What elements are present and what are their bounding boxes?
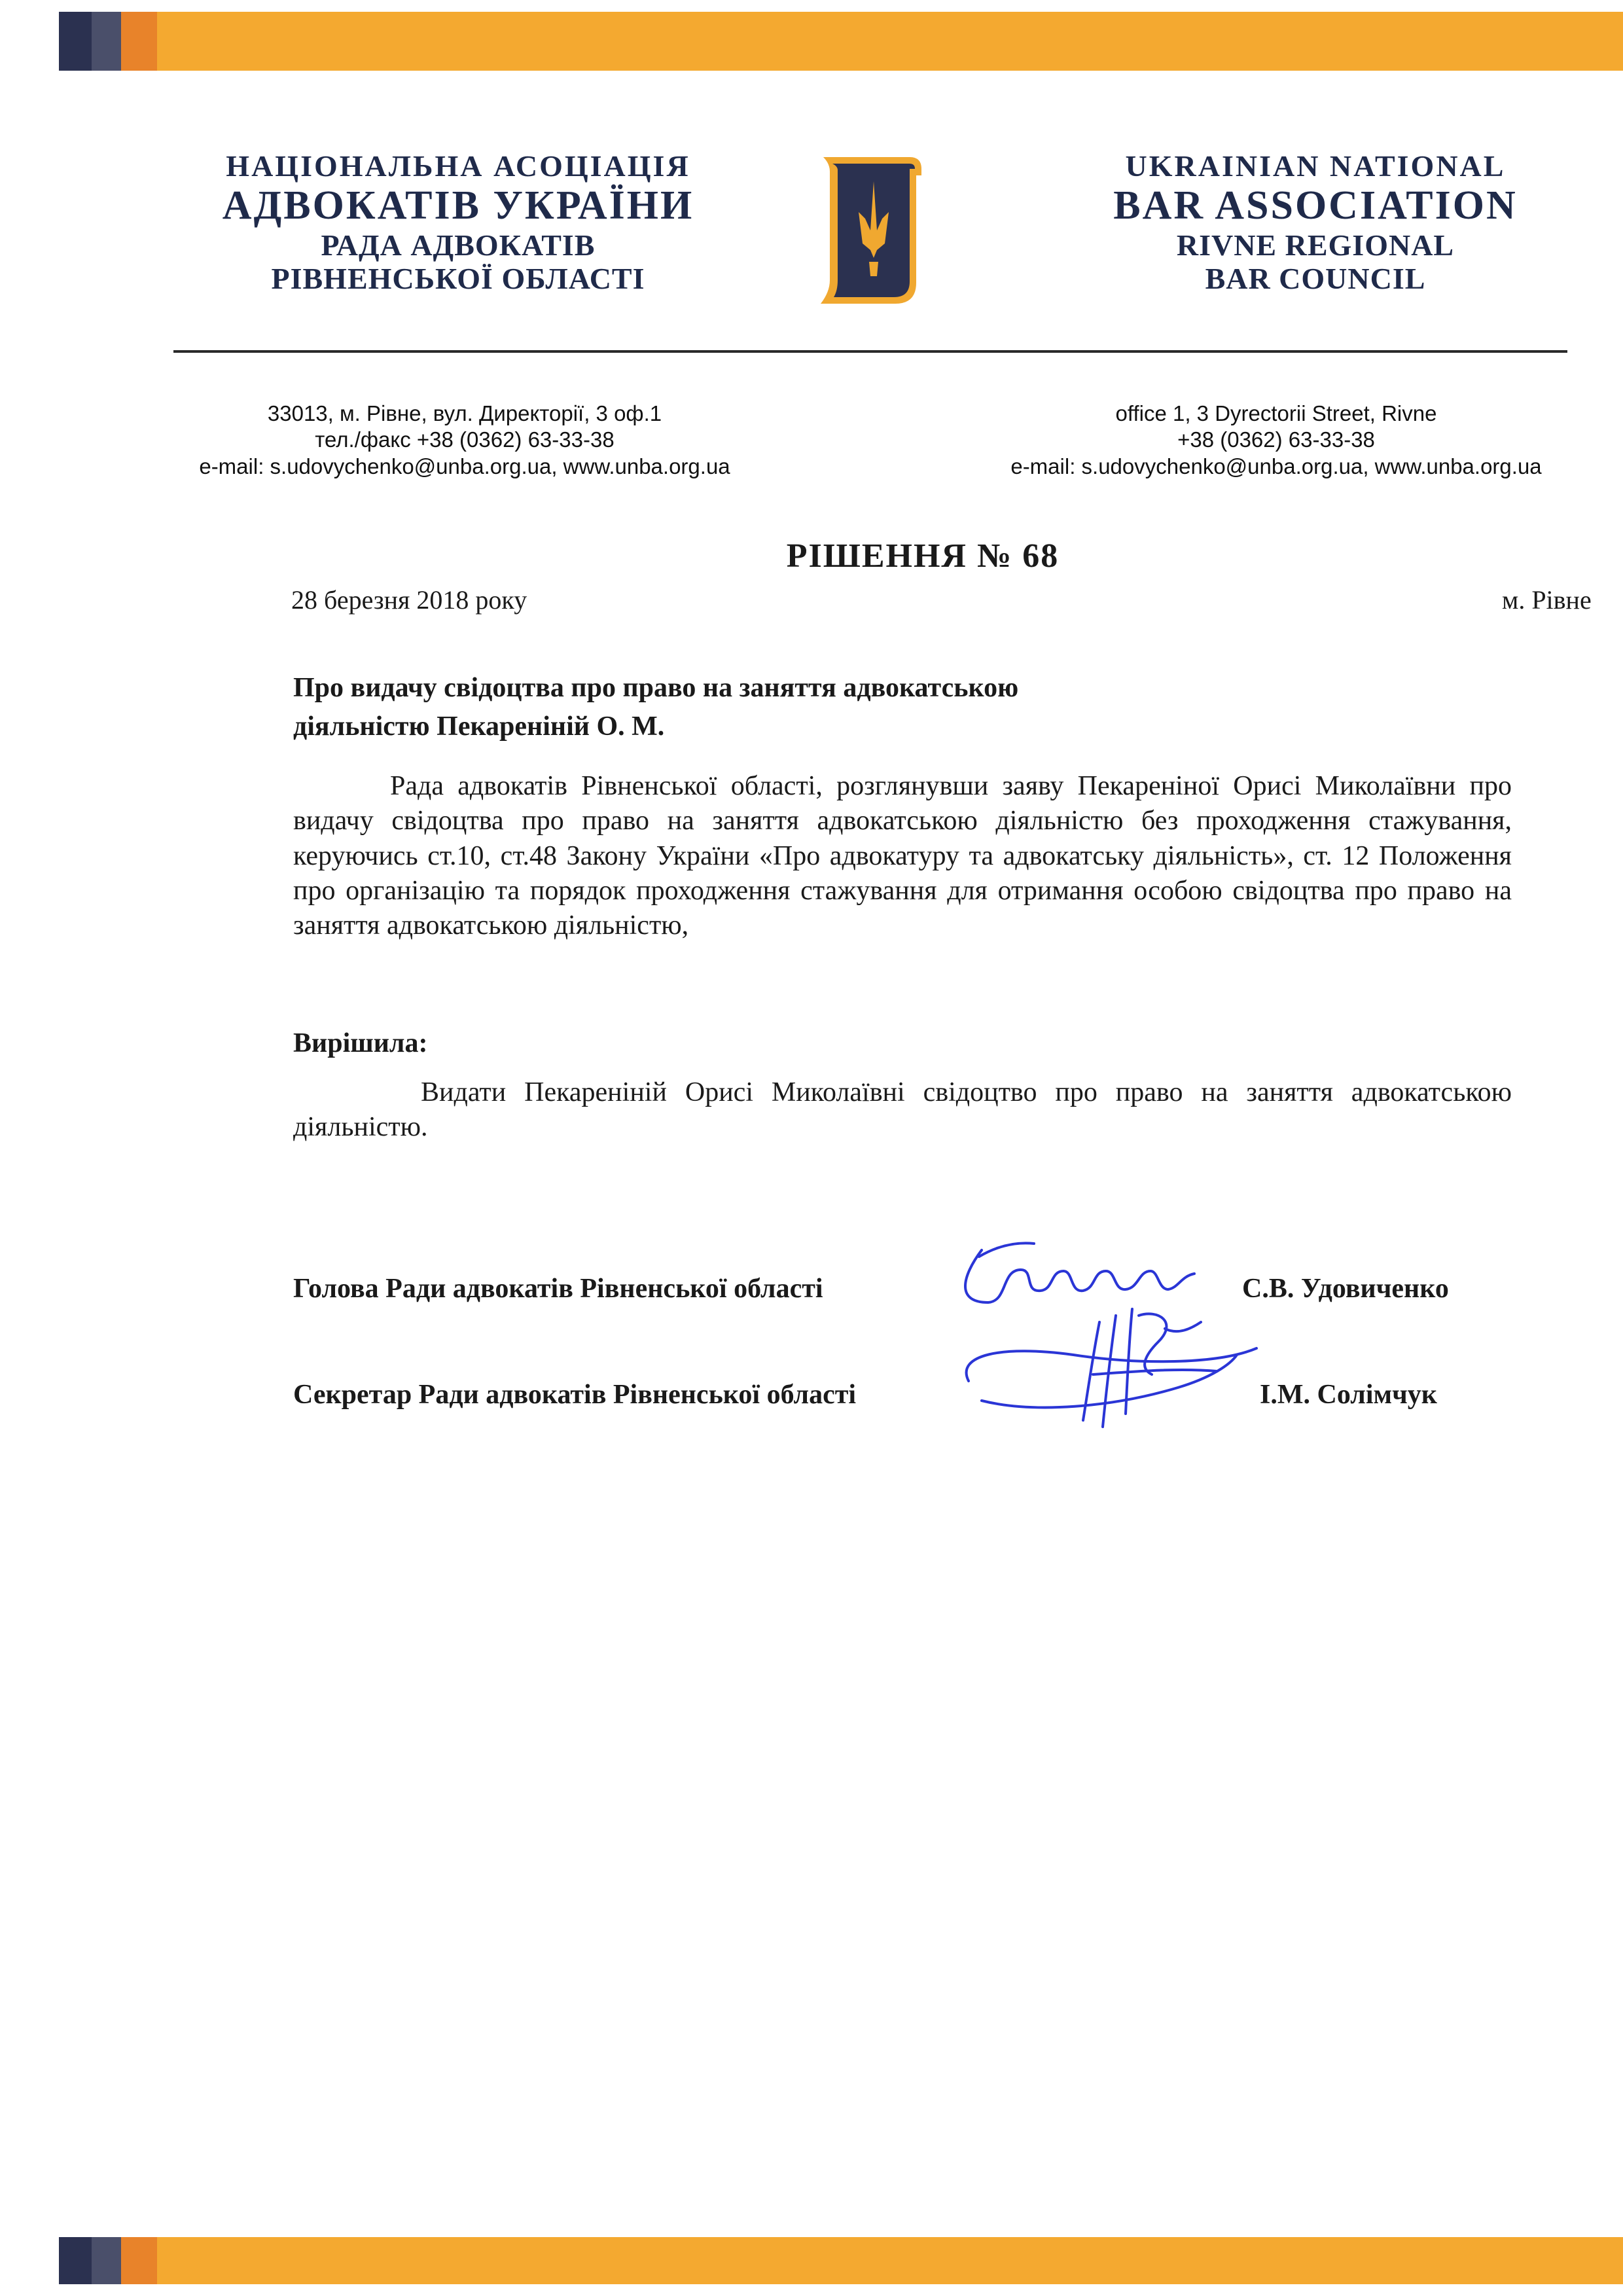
address-ua-email: e-mail: s.udovychenko@unba.org.ua, www.unba.org.ua [199, 454, 730, 478]
org-name-en-line4: BAR COUNCIL [1205, 262, 1426, 296]
chair-name: С.В. Удовиченко [1242, 1274, 1449, 1304]
address-ukrainian [170, 401, 759, 480]
document-city: м. Рівне [1502, 585, 1592, 615]
unba-logo-icon [812, 152, 929, 309]
bottom-decorative-band [59, 2237, 1623, 2284]
address-ua-phone: тел./факс +38 (0362) 63-33-38 [315, 427, 615, 452]
address-ua-street: 33013, м. Рівне, вул. Директорії, 3 оф.1 [267, 401, 662, 425]
secretary-role: Секретар Ради адвокатів Рівненської області [293, 1380, 857, 1410]
resolved-label: Вирішила: [293, 1028, 428, 1058]
top-decorative-band [59, 12, 1623, 71]
preamble-paragraph: Рада адвокатів Рівненської області, розглянувши заяву Пекареніної Орисі Миколаївни про видачу свідоцтва про право на заняття адвокатською діяльністю без проходження стажування, керуючись ст.10, ст.48 Закону України «Про адвокатуру та адвокатську діяльність», ст. 12 Положення про організацію та порядок проходження стажування для отримання особою свідоцтва про право на заняття адвокатською діяльністю, [293, 771, 1512, 941]
org-name-ukrainian [164, 149, 753, 296]
handwritten-signature [942, 1230, 1283, 1479]
secretary-name: І.М. Солімчук [1260, 1380, 1437, 1410]
address-en-phone: +38 (0362) 63-33-38 [1177, 427, 1375, 452]
document-date: 28 березня 2018 року [291, 585, 527, 615]
address-english [975, 401, 1577, 480]
org-name-ua-line4: РІВНЕНСЬКОЇ ОБЛАСТІ [271, 262, 645, 296]
header-divider [173, 350, 1567, 353]
org-name-en-line1: UKRAINIAN NATIONAL [1125, 149, 1506, 183]
org-name-ua-line3: РАДА АДВОКАТІВ [321, 228, 596, 262]
document-title: РІШЕННЯ № 68 [786, 537, 1060, 575]
org-name-english [1054, 149, 1577, 296]
org-name-en-line2: BAR ASSOCIATION [1113, 183, 1518, 228]
resolved-paragraph: Видати Пекареніній Орисі Миколаївні свідоцтво про право на заняття адвокатською діяльністю. [293, 1077, 1512, 1143]
org-name-ua-line1: НАЦІОНАЛЬНА АСОЦІАЦІЯ [226, 149, 690, 183]
address-en-street: office 1, 3 Dyrectorii Street, Rivne [1115, 401, 1437, 425]
subject-line-1: Про видачу свідоцтва про право на заняття адвокатською [293, 673, 1019, 703]
org-name-ua-line2: АДВОКАТІВ УКРАЇНИ [222, 183, 694, 228]
org-name-en-line3: RIVNE REGIONAL [1176, 228, 1455, 262]
document-subject [293, 669, 1209, 746]
subject-line-2: діяльністю Пекаренiнiй О. М. [293, 711, 665, 742]
chair-role: Голова Ради адвокатів Рівненської області [293, 1274, 823, 1304]
address-en-email: e-mail: s.udovychenko@unba.org.ua, www.unba.org.ua [1010, 454, 1542, 478]
